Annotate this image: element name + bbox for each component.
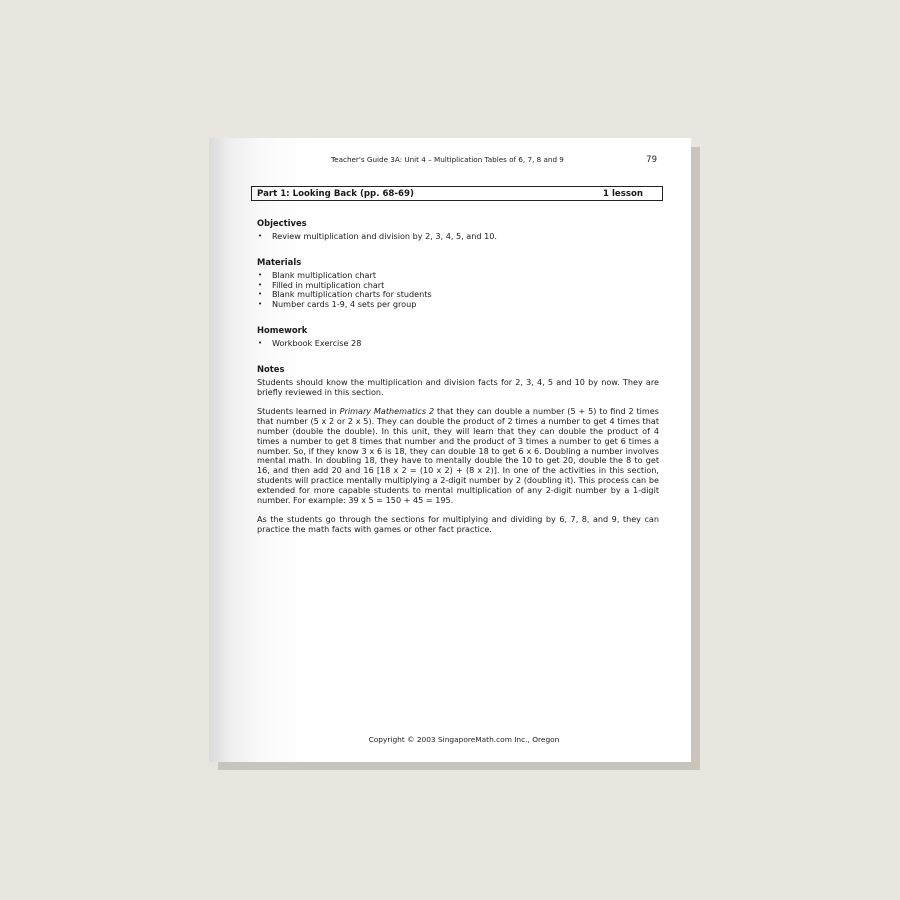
header-title: Teacher's Guide 3A: Unit 4 – Multiplication Tables of 6, 7, 8 and 9: [331, 155, 564, 164]
notes-paragraph-3: As the students go through the sections for multiplying and dividing by 6, 7, 8, and 9, they can practice the math facts with games or other fact practice.: [257, 514, 659, 535]
materials-section: [257, 257, 659, 310]
list-item: • Review multiplication and division by 2, 3, 4, 5, and 10.: [257, 232, 659, 242]
list-item: • Workbook Exercise 28: [257, 339, 659, 349]
page-number: 79: [646, 155, 657, 165]
materials-heading: Materials: [257, 256, 302, 267]
list-item: • Filled in multiplication chart: [257, 281, 659, 291]
list-item: • Number cards 1-9, 4 sets per group: [257, 300, 659, 310]
materials-list: [257, 271, 659, 310]
part-length: 1 lesson: [603, 188, 643, 199]
list-item: • Blank multiplication chart: [257, 271, 659, 281]
copyright-text: Copyright © 2003 SingaporeMath.com Inc., Oregon: [368, 735, 560, 744]
page-footer: [209, 735, 691, 744]
notes-paragraph-2: [257, 407, 659, 505]
notes-p2-start: Students learned in: [257, 406, 340, 417]
notes-section: [257, 364, 659, 535]
list-item: • Blank multiplication charts for students: [257, 290, 659, 300]
objectives-section: [257, 218, 659, 242]
homework-heading: Homework: [257, 324, 308, 335]
notes-heading: Notes: [257, 363, 285, 374]
book-title: Primary Mathematics 2: [339, 406, 435, 417]
objectives-heading: Objectives: [257, 218, 307, 228]
objectives-list: [257, 232, 659, 242]
document-page: [209, 138, 691, 762]
part-title-box: [251, 186, 663, 201]
page-content: [257, 218, 659, 545]
notes-p2-rest: that they can double a number (5 + 5) to find 2 times that number (5 x 2 or 2 x 5). They can double the product of 2 times a number to get 4 times that number (double the double). In this unit, they will learn that they can double the product of 4 times a number to get 8 times that number and the product of 3 times a number to get 6 times a number. So, if they know 3 x 6 is 18, they can double 18 to get 6 x 6. Doubling a number involves mental math. In doubling 18, they have to mentally double the 10 to get 20, double the 8 to get 16, and then add 20 and 16 [18 x 2 = (10 x 2) + (8 x 2)]. In one of the activities in this section, students will practice mentally multiplying a 2-digit number by 2 (doubling it). This process can be extended for more capable students to mental multiplication of any 2-digit number by a 1-digit number. For example: 39 x 5 = 150 + 45 = 195.: [257, 406, 660, 505]
homework-section: [257, 325, 659, 349]
part-title: Part 1: Looking Back (pp. 68-69): [257, 188, 414, 199]
notes-paragraph-1: Students should know the multiplication and division facts for 2, 3, 4, 5 and 10 by now. They are briefly reviewed in this section.: [257, 376, 659, 397]
homework-list: [257, 339, 659, 349]
